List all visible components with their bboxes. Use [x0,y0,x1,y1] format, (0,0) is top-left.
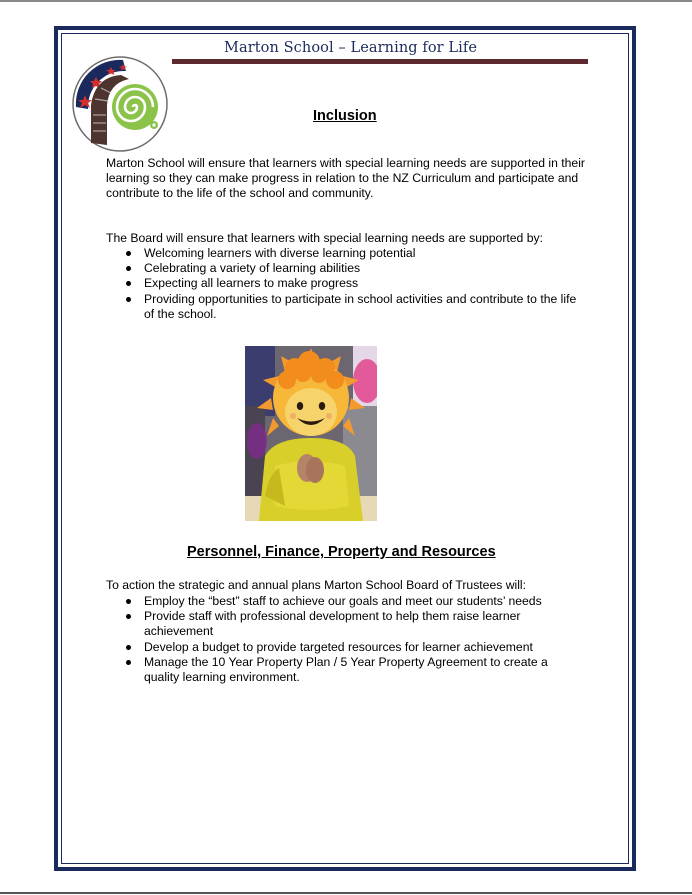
list-item [106,655,586,685]
personnel-intro: To action the strategic and annual plans Marton School Board of Trustees will: [106,578,527,592]
personnel-heading: Personnel, Finance, Property and Resources [187,544,496,560]
bullet-icon [126,599,131,604]
list-item-text: Celebrating a variety of learning abilities [144,261,361,276]
board-intro: The Board will ensure that learners with special learning needs are supported by: [106,231,543,245]
list-item-text: Develop a budget to provide targeted resources for learner achievement [144,639,533,654]
list-item-text: Providing opportunities to participate in school activities and contribute to the life of the school. [144,291,577,321]
bullet-icon [126,281,131,286]
list-item [106,594,586,609]
list-item [106,246,586,261]
list-item-text: Welcoming learners with diverse learning potential [144,246,416,260]
bullet-icon [126,660,131,665]
page-bottom-rule [0,892,692,894]
list-item [106,292,586,322]
bullet-icon [126,297,131,302]
title-rule [172,59,588,64]
list-item [106,609,586,639]
inclusion-heading: Inclusion [313,108,377,124]
inclusion-intro: Marton School will ensure that learners with special learning needs are supported in their learning so they can make progress in relation to the NZ Curriculum and participate and contribute to the life of the school and community. [106,156,585,201]
marton-school-logo-icon [71,55,169,153]
list-item [106,261,586,276]
personnel-list [106,594,586,685]
bullet-icon [126,266,131,271]
list-item-text: Employ the “best” staff to achieve our goals and meet our students’ needs [144,594,542,608]
bullet-icon [126,251,131,256]
child-in-sun-mask-photo-icon [245,346,377,521]
page-top-rule [0,0,692,2]
list-item [106,276,586,291]
school-title: Marton School – Learning for Life [224,40,478,56]
bullet-icon [126,614,131,619]
list-item [106,640,586,655]
bullet-icon [126,645,131,650]
list-item-text: Manage the 10 Year Property Plan / 5 Year Property Agreement to create a quality learning environment. [144,654,548,685]
list-item-text: Expecting all learners to make progress [144,276,359,291]
list-item-text: Provide staff with professional development to help them raise learner achievement [144,609,521,639]
inclusion-list [106,246,586,322]
